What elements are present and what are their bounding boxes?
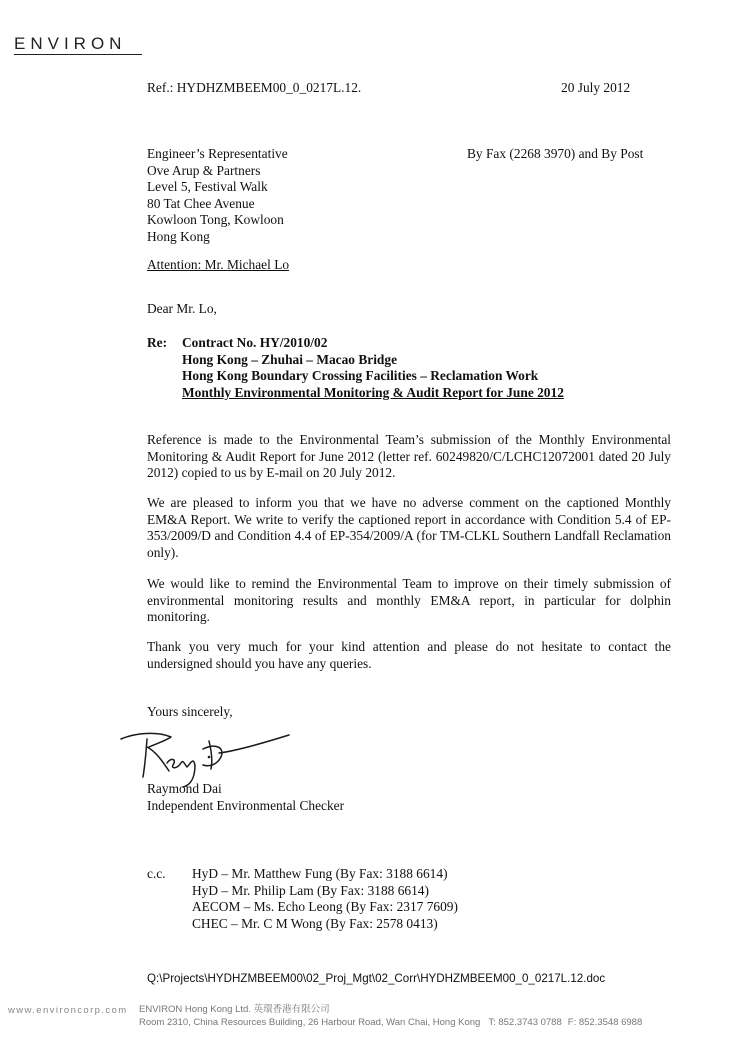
reference-number: Ref.: HYDHZMBEEM00_0_0217L.12.: [147, 80, 362, 95]
cc-entry: AECOM – Ms. Echo Leong (By Fax: 2317 7609): [192, 899, 458, 915]
file-path: Q:\Projects\HYDHZMBEEM00\02_Proj_Mgt\02_Corr\HYDHZMBEEM00_0_0217L.12.doc: [147, 972, 606, 985]
cc-label: c.c.: [147, 866, 166, 881]
cc-entry: HyD – Mr. Matthew Fung (By Fax: 3188 6614): [192, 866, 448, 881]
address-line: Ove Arup & Partners: [147, 162, 261, 178]
closing: Yours sincerely,: [147, 704, 233, 719]
recipient-address: [147, 146, 288, 246]
signer-block: [147, 781, 344, 814]
handwritten-signature: [113, 725, 293, 789]
address-line: Hong Kong: [147, 228, 210, 244]
body-paragraph: We are pleased to inform you that we have no adverse comment on the captioned Monthly EM&A Report. We write to verify the captioned report in accordance with Condition 5.4 of EP-353/2009/D and Condition 4.4 of EP-354/2009/A (for TM-CLKL Southern Landfall Reclamation only).: [147, 495, 671, 560]
cc-list: [192, 866, 458, 932]
signer-name: Raymond Dai: [147, 781, 222, 796]
footer-address: Room 2310, China Resources Building, 26 Harbour Road, Wan Chai, Hong Kong: [139, 1016, 481, 1028]
subject-line: Monthly Environmental Monitoring & Audit Report for June 2012: [182, 384, 564, 400]
footer-fax: F: 852.3548 6988: [567, 1016, 643, 1028]
address-line: 80 Tat Chee Avenue: [147, 195, 255, 211]
environ-logo: ENVIRON: [14, 34, 127, 53]
salutation: Dear Mr. Lo,: [147, 301, 217, 316]
subject-block: [182, 335, 564, 401]
footer-company-name: ENVIRON Hong Kong Ltd. 英環香港有限公司: [139, 1004, 330, 1015]
address-line: Kowloon Tong, Kowloon: [147, 212, 284, 228]
cc-entry: CHEC – Mr. C M Wong (By Fax: 2578 0413): [192, 915, 438, 931]
body-paragraph: Thank you very much for your kind attention and please do not hesitate to contact the undersigned should you have any queries.: [147, 639, 671, 671]
subject-line: Hong Kong Boundary Crossing Facilities – Reclamation Work: [182, 368, 539, 384]
attention-line: Attention: Mr. Michael Lo: [147, 257, 290, 272]
body-paragraph: Reference is made to the Environmental Team’s submission of the Monthly Environmental Monitoring & Audit Report for June 2012 (letter ref. 60249820/C/LCHC12072001 dated 20 July 2012) copied to us by E-mail on 20 July 2012.: [147, 432, 671, 481]
address-line: Engineer’s Representative: [147, 146, 288, 161]
address-line: Level 5, Festival Walk: [147, 179, 268, 195]
subject-label: Re:: [147, 335, 168, 350]
cc-entry: HyD – Mr. Philip Lam (By Fax: 3188 6614): [192, 882, 429, 898]
footer-website: www.environcorp.com: [8, 1005, 128, 1016]
body-paragraph: We would like to remind the Environmental Team to improve on their timely submission of environmental monitoring results and monthly EM&A report, in particular for dolphin monitoring.: [147, 576, 671, 625]
subject-line: Hong Kong – Zhuhai – Macao Bridge: [182, 351, 398, 367]
subject-line: Contract No. HY/2010/02: [182, 335, 328, 350]
footer-telephone: T: 852.3743 0788: [488, 1016, 562, 1028]
delivery-method: By Fax (2268 3970) and By Post: [467, 146, 644, 161]
logo-underline: [14, 54, 142, 55]
footer-company-info: [139, 1004, 642, 1029]
letter-date: 20 July 2012: [561, 80, 631, 95]
signer-title: Independent Environmental Checker: [147, 797, 345, 813]
